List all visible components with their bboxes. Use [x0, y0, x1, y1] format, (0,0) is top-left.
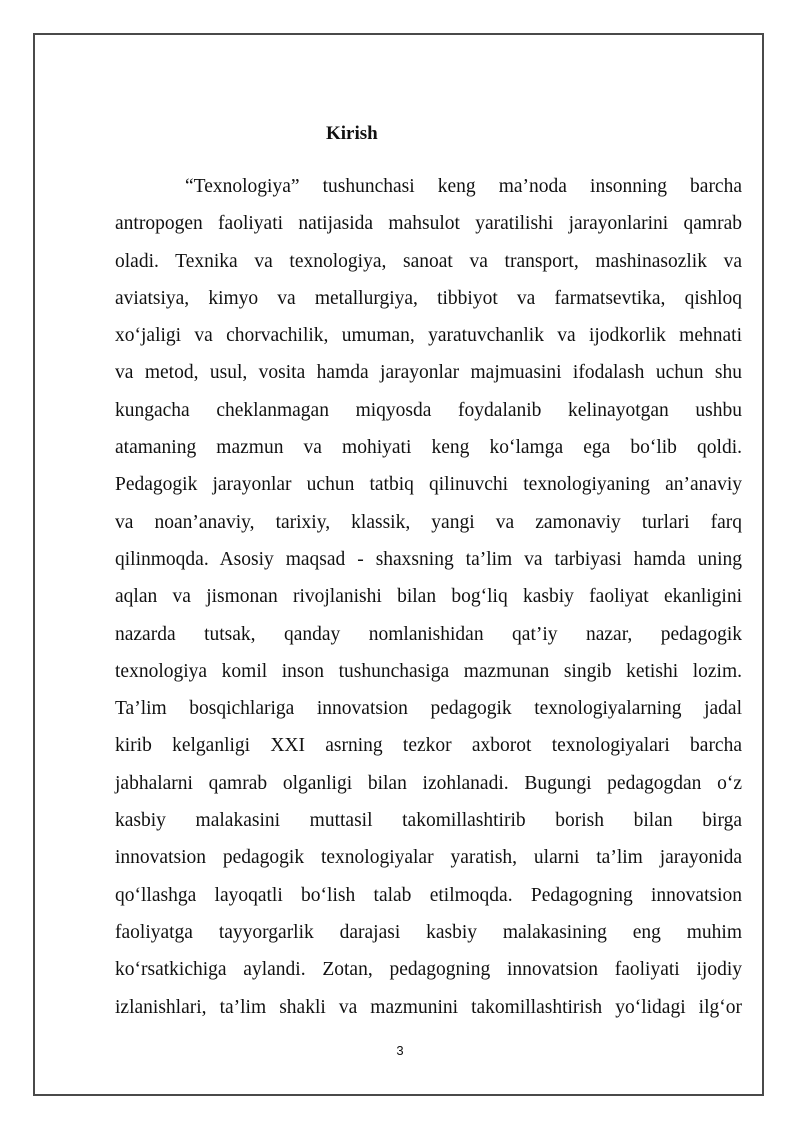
text-line: innovatsion pedagogik texnologiyalar yaratish, ularni ta’lim jarayonida	[115, 847, 742, 869]
text-line: atamaning mazmun va mohiyati keng ko‘lamga ega bo‘lib qoldi.	[115, 437, 742, 459]
text-line: kungacha cheklanmagan miqyosda foydalanib kelinayotgan ushbu	[115, 399, 742, 421]
text-line: aqlan va jismonan rivojlanishi bilan bog‘liq kasbiy faoliyat ekanligini	[115, 586, 742, 608]
text-line: qo‘llashga layoqatli bo‘lish talab etilmoqda. Pedagogning innovatsion	[115, 884, 742, 906]
text-line: kasbiy malakasini muttasil takomillashtirib borish bilan birga	[115, 810, 742, 832]
text-line: qilinmoqda. Asosiy maqsad - shaxsning ta’lim va tarbiyasi hamda uning	[115, 548, 742, 570]
text-line: izlanishlari, ta’lim shakli va mazmunini takomillashtirish yo‘lidagi ilg‘or	[115, 996, 742, 1018]
text-line: kirib kelganligi XXI asrning tezkor axborot texnologiyalari barcha	[115, 735, 742, 757]
text-line: faoliyatga tayyorgarlik darajasi kasbiy malakasining eng muhim	[115, 921, 742, 943]
body-paragraph	[115, 168, 742, 1026]
text-line: va metod, usul, vosita hamda jarayonlar majmuasini ifodalash uchun shu	[115, 362, 742, 384]
text-line: Ta’lim bosqichlariga innovatsion pedagogik texnologiyalarning jadal	[115, 698, 742, 720]
text-line: texnologiya komil inson tushunchasiga mazmunan singib ketishi lozim.	[115, 660, 742, 682]
page-number: 3	[396, 1043, 404, 1058]
text-line: “Texnologiya” tushunchasi keng ma’noda insonning barcha	[185, 176, 742, 197]
text-line: oladi. Texnika va texnologiya, sanoat va transport, mashinasozlik va	[115, 250, 742, 272]
text-line: va noan’anaviy, tarixiy, klassik, yangi va zamonaviy turlari farq	[115, 511, 742, 533]
text-line: ko‘rsatkichiga aylandi. Zotan, pedagogning innovatsion faoliyati ijodiy	[115, 959, 742, 981]
text-line: xo‘jaligi va chorvachilik, umuman, yaratuvchanlik va ijodkorlik mehnati	[115, 325, 742, 347]
text-line: Pedagogik jarayonlar uchun tatbiq qilinuvchi texnologiyaning an’anaviy	[115, 474, 742, 496]
text-line: jabhalarni qamrab olganligi bilan izohlanadi. Bugungi pedagogdan o‘z	[115, 772, 742, 794]
text-line: antropogen faoliyati natijasida mahsulot yaratilishi jarayonlarini qamrab	[115, 213, 742, 235]
text-line: nazarda tutsak, qanday nomlanishidan qat’iy nazar, pedagogik	[115, 623, 742, 645]
text-line: aviatsiya, kimyo va metallurgiya, tibbiyot va farmatsevtika, qishloq	[115, 287, 742, 309]
section-heading: Kirish	[326, 123, 378, 144]
